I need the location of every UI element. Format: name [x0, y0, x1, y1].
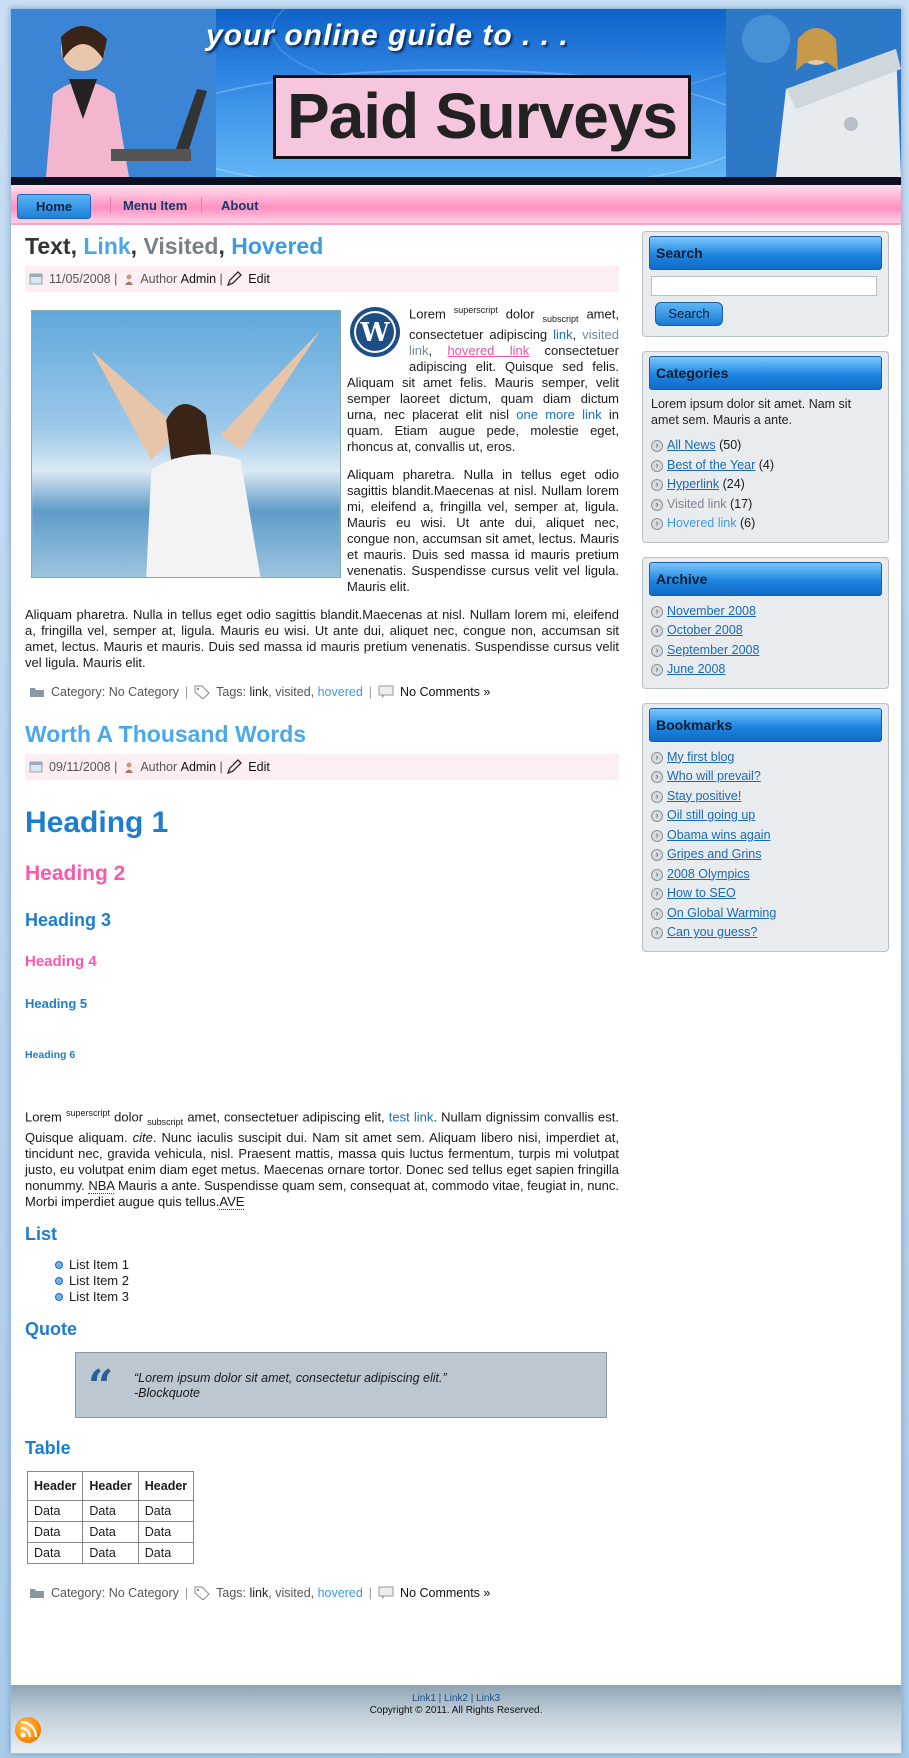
widget-title: Bookmarks	[649, 708, 882, 742]
bookmark-item	[651, 767, 882, 787]
edit-link[interactable]: Edit	[248, 272, 270, 286]
quote-text	[134, 1371, 447, 1401]
site-header	[11, 9, 901, 185]
archive-widget	[642, 557, 889, 689]
title-separator: ,	[218, 233, 232, 259]
superscript: superscript	[453, 305, 498, 315]
blockquote	[75, 1352, 607, 1418]
subscript: subscript	[147, 1116, 184, 1127]
post-meta: 09/11/2008 | Author Admin | Edit	[25, 754, 619, 780]
bookmark-item	[651, 748, 882, 768]
calendar-icon	[29, 761, 43, 773]
search-widget	[642, 231, 889, 337]
folder-icon	[29, 686, 45, 698]
bookmark-link[interactable]: Stay positive!	[667, 788, 742, 803]
archive-link[interactable]: November 2008	[667, 603, 756, 618]
archive-item	[651, 602, 882, 622]
abbr-nba: NBA	[88, 1177, 115, 1193]
title-separator: ,	[130, 233, 144, 259]
tag-hovered[interactable]: hovered	[317, 1585, 363, 1600]
category-item	[651, 475, 882, 495]
post-photo-woman-beach	[31, 310, 341, 578]
bookmark-link[interactable]: On Global Warming	[667, 905, 777, 920]
bookmark-item	[651, 865, 882, 885]
table-heading: Table	[25, 1437, 71, 1458]
bookmark-link[interactable]: How to SEO	[667, 886, 736, 900]
subscript: subscript	[542, 313, 579, 324]
bookmarks-widget	[642, 703, 889, 952]
category-count: (4)	[758, 457, 775, 472]
text: in quam. Etiam augue pede, molestie eget, rhoncus at, convallis ut, eros.	[347, 406, 619, 454]
bookmark-item	[651, 787, 882, 807]
table-row	[28, 1521, 194, 1542]
category-link[interactable]: Hyperlink	[667, 477, 720, 491]
post-date: 11/05/2008	[49, 272, 111, 286]
post-paragraph	[25, 1105, 619, 1210]
list-item: List Item 1	[55, 1257, 619, 1273]
text: dolor	[505, 306, 535, 322]
category-link[interactable]: All News	[667, 438, 716, 452]
category-count: (6)	[739, 516, 756, 530]
tags-label: Tags:	[216, 684, 247, 699]
tag-hovered[interactable]: hovered	[317, 684, 363, 699]
post-footer-meta: Category: No Category | Tags: link , visited , hovered | No Comments »	[25, 1586, 619, 1600]
table-cell: Data	[83, 1521, 138, 1542]
bookmark-item	[651, 806, 882, 826]
svg-text:W: W	[360, 318, 390, 348]
post-title-text: Text	[25, 233, 71, 259]
author-link[interactable]: Admin	[180, 759, 217, 774]
bookmark-link[interactable]: Gripes and Grins	[667, 847, 762, 861]
author-icon	[124, 761, 134, 773]
table-cell: Data	[83, 1542, 138, 1563]
author-label: Author	[140, 272, 178, 286]
text: . Nunc iaculis suscipit dui. Nam sit amet sem. Aliquam libero nisi, imperdiet at, tincidunt nec, gravida vehicula, nisl. Praesent mattis, massa quis luctus fermentum, turpis mi volutpat justo, eu volutpat enim diam eget metus. Maecenas ornare tortor. Donec sed tellus eget sapien fringilla nonummy.	[25, 1129, 619, 1193]
category-link[interactable]: Best of the Year	[667, 457, 756, 472]
site-title[interactable]: Paid Surveys	[273, 75, 691, 159]
table-row	[28, 1500, 194, 1521]
quote-line: -Blockquote	[134, 1385, 201, 1400]
list-item: List Item 3	[55, 1289, 619, 1305]
post-body	[25, 302, 619, 671]
bookmark-item	[651, 904, 882, 924]
tags-label: Tags:	[216, 1585, 247, 1600]
bullet-list	[55, 1257, 619, 1305]
search-input[interactable]	[651, 276, 877, 296]
text: Mauris a ante. Suspendisse quam sem, consequat at, commodo vitae, feugiat in, nunc. Morbi imperdiet augue quis tellus.	[25, 1177, 619, 1209]
category-count: (24)	[722, 477, 745, 491]
post-meta: 11/05/2008 | Author Admin | Edit	[25, 266, 619, 292]
table-cell: Data	[28, 1521, 83, 1542]
bookmark-link[interactable]: 2008 Olympics	[667, 866, 750, 881]
table-cell: Data	[138, 1542, 193, 1563]
footer-link[interactable]: Link1	[411, 1693, 436, 1704]
archive-item	[651, 621, 882, 641]
post-title-visited[interactable]: Visited	[143, 233, 219, 259]
category-item	[651, 495, 882, 515]
table-cell: Data	[28, 1500, 83, 1521]
text: . Nullam dignissim convallis est. Quisque aliquam.	[25, 1109, 619, 1145]
text: consectetuer adipiscing elit. Quisque sed felis. Aliquam sit amet felis. Mauris semper, velit semper laoreet dictum, quam diam dictum urna, nec placerat elit nisl	[347, 342, 619, 422]
list-item: List Item 2	[55, 1273, 619, 1289]
comments-link[interactable]: No Comments »	[400, 684, 491, 699]
post-title-link[interactable]: Link	[83, 233, 131, 259]
bookmark-item	[651, 826, 882, 846]
category-label: Category:	[51, 684, 106, 699]
nav-item-about[interactable]: About	[221, 198, 259, 213]
search-button[interactable]: Search	[655, 302, 723, 326]
archive-link[interactable]: June 2008	[667, 662, 726, 676]
tag-visited[interactable]: visited	[275, 1585, 311, 1600]
acronym-ave: AVE	[219, 1193, 245, 1209]
tag-link[interactable]: link	[249, 1585, 269, 1600]
table-header-row	[28, 1471, 194, 1500]
archive-list	[651, 602, 882, 680]
tag-link[interactable]: link	[249, 684, 269, 699]
post-title	[25, 233, 619, 260]
pencil-icon	[226, 759, 242, 775]
post-date: 09/11/2008	[49, 759, 111, 774]
category-link[interactable]: No Category	[108, 684, 179, 699]
category-link[interactable]: No Category	[108, 1585, 179, 1600]
tag-icon	[194, 685, 210, 699]
archive-item	[651, 660, 882, 680]
bookmark-link[interactable]: My first blog	[667, 749, 735, 764]
heading-5: Heading 5	[25, 995, 88, 1011]
tag-icon	[194, 1586, 210, 1600]
heading-1: Heading 1	[25, 805, 169, 839]
nav-item-home[interactable]: Home	[17, 194, 91, 219]
category-item	[651, 514, 882, 534]
footer-links	[11, 1685, 901, 1704]
post-paragraph: Aliquam pharetra. Nulla in tellus eget odio sagittis blandit.Maecenas at nisl. Nullam lorem mi, eleifend a, fringilla vel, semper at, ligula. Mauris eu wisi. Ut ante dui, aliquet nec, congue non, accumsan sit amet, lectus. Mauris et mauris. Duis sed massa id mauris pretium venenatis. Suspendisse cursus velit vel ligula. Mauris elit.	[25, 606, 619, 670]
category-item	[651, 436, 882, 456]
one-more-link[interactable]: one more link	[516, 406, 602, 422]
post-paragraph: Lorem $^{superscript}$ dolor $_{subscript}$ amet, consectetuer adipiscing link, visited link, hovered link consectetuer adipiscing elit. Quisque sed felis. Aliquam sit amet felis. Mauris semper, velit semper laoreet dictum, quam diam dictum urna, nec placerat elit nisl one more link in quam. Etiam augue pede, molestie eget, rhoncus at, convallis ut, eros.	[347, 305, 619, 454]
table-row	[28, 1542, 194, 1563]
hovered-link[interactable]: hovered link	[447, 342, 530, 358]
widget-title: Archive	[649, 562, 882, 596]
test-link[interactable]: test link	[388, 1109, 434, 1125]
site-footer	[11, 1685, 901, 1753]
text: Lorem	[409, 306, 446, 322]
table-header: Header	[138, 1471, 193, 1500]
author-link[interactable]: Admin	[180, 272, 217, 286]
copyright: Copyright © 2011. All Rights Reserved.	[369, 1705, 543, 1716]
tag-visited[interactable]: visited	[275, 684, 311, 699]
text: dolor	[114, 1109, 144, 1125]
heading-4: Heading 4	[25, 952, 97, 970]
quote-heading: Quote	[25, 1318, 77, 1339]
category-item	[651, 456, 882, 476]
bookmark-link[interactable]: Can you guess?	[667, 925, 758, 939]
table-header: Header	[83, 1471, 138, 1500]
categories-list	[651, 436, 882, 534]
footer-link[interactable]: Link3	[476, 1693, 501, 1704]
pencil-icon	[226, 271, 242, 287]
text: Lorem	[25, 1109, 62, 1125]
widget-title: Search	[649, 236, 882, 270]
header-woman-laptop-image	[11, 9, 216, 177]
wordpress-icon	[349, 306, 401, 358]
category-link[interactable]: Visited link	[667, 496, 727, 511]
title-separator: ,	[70, 233, 84, 259]
archive-link[interactable]: October 2008	[667, 623, 743, 637]
heading-2: Heading 2	[25, 861, 126, 885]
comments-link[interactable]: No Comments »	[400, 1585, 491, 1600]
main-content	[25, 223, 619, 1622]
post-paragraph: Aliquam pharetra. Nulla in tellus eget odio sagittis blandit.Maecenas at nisl. Nullam lorem mi, eleifend a, fringilla vel, semper at, ligula. Mauris eu wisi. Ut ante dui, aliquet nec, congue non, accumsan sit amet, lectus. Mauris et mauris. Duis sed massa id mauris pretium venenatis. Suspendisse cursus velit vel ligula. Mauris elit.	[347, 466, 619, 594]
heading-6: Heading 6	[25, 1048, 76, 1061]
table-cell: Data	[83, 1500, 138, 1521]
header-laptop-image	[726, 9, 901, 177]
text: amet, consectetuer adipiscing	[409, 306, 619, 342]
author-label: Author	[140, 759, 178, 774]
category-count: (50)	[719, 438, 742, 452]
category-link[interactable]: Hovered link	[667, 516, 737, 530]
category-count: (17)	[730, 496, 753, 511]
bookmark-item	[651, 923, 882, 943]
post-footer-meta: Category: No Category | Tags: link , visited , hovered | No Comments »	[25, 685, 619, 699]
bookmark-item	[651, 884, 882, 904]
category-label: Category:	[51, 1585, 106, 1600]
author-icon	[124, 273, 134, 285]
footer-link[interactable]: Link2	[444, 1693, 468, 1704]
superscript: superscript	[65, 1107, 110, 1118]
footer-separator: |	[467, 1693, 477, 1704]
comment-icon	[378, 1586, 394, 1600]
nav-item-menu-item[interactable]: Menu Item	[123, 198, 188, 213]
rss-icon[interactable]	[15, 1717, 41, 1743]
edit-link[interactable]: Edit	[248, 759, 270, 774]
bookmarks-list	[651, 748, 882, 943]
header-tagline: your online guide to . . .	[206, 19, 569, 52]
folder-icon	[29, 1587, 45, 1599]
visited-link[interactable]: visited link	[409, 326, 619, 358]
main-nav	[11, 185, 901, 225]
bookmark-link[interactable]: Obama wins again	[667, 827, 771, 842]
sidebar	[642, 231, 889, 966]
widget-title: Categories	[649, 356, 882, 390]
table-cell: Data	[138, 1521, 193, 1542]
footer-separator: |	[435, 1693, 445, 1704]
comment-icon	[378, 685, 394, 699]
post-title[interactable]: Worth A Thousand Words	[25, 720, 307, 747]
bookmark-link[interactable]: Who will prevail?	[667, 769, 761, 783]
heading-3: Heading 3	[25, 909, 112, 930]
archive-item	[651, 641, 882, 661]
list-heading: List	[25, 1223, 58, 1244]
nav-divider	[201, 197, 202, 213]
post-title-hovered[interactable]: Hovered	[231, 233, 324, 259]
bookmark-item	[651, 845, 882, 865]
page	[10, 8, 902, 1754]
text: amet, consectetuer adipiscing elit,	[187, 1109, 385, 1125]
inline-link[interactable]: link	[553, 326, 573, 342]
table-cell: Data	[138, 1500, 193, 1521]
table-header: Header	[28, 1471, 83, 1500]
categories-widget	[642, 351, 889, 543]
data-table	[27, 1471, 194, 1564]
quote-line: “Lorem ipsum dolor sit amet, consectetur adipiscing elit.”	[134, 1370, 447, 1385]
calendar-icon	[29, 273, 43, 285]
bookmark-link[interactable]: Oil still going up	[667, 808, 756, 822]
categories-intro: Lorem ipsum dolor sit amet. Nam sit amet sem. Mauris a ante.	[651, 397, 852, 427]
quote-mark-icon: “	[88, 1360, 114, 1412]
cite: cite	[132, 1129, 153, 1145]
archive-link[interactable]: September 2008	[667, 642, 760, 657]
table-cell: Data	[28, 1542, 83, 1563]
